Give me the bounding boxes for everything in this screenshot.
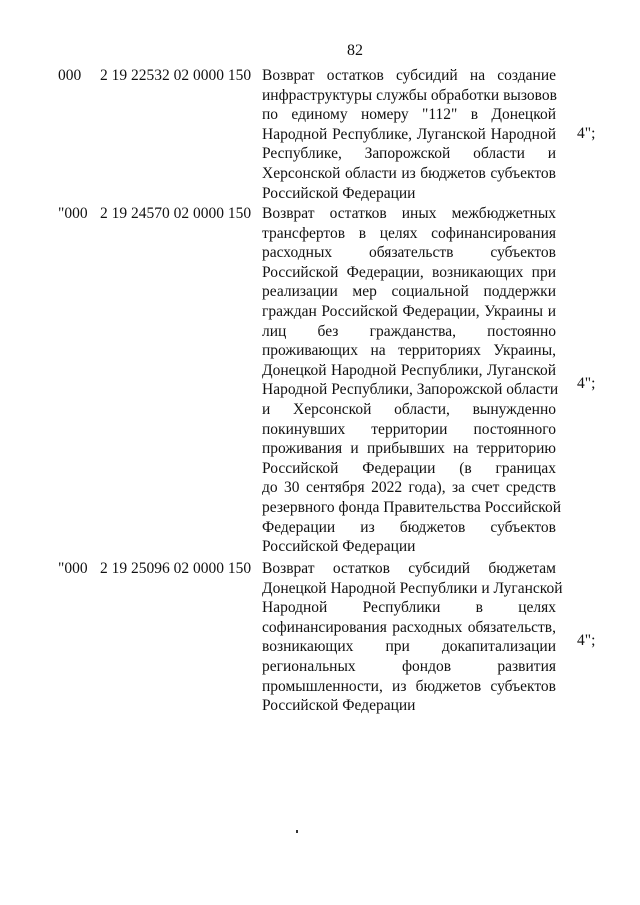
admin-code: "000 — [58, 205, 88, 222]
description-line: Российской Федерации (в границах — [262, 459, 556, 477]
admin-code: 000 — [58, 67, 82, 84]
description-line: промышленности, из бюджетов субъектов — [262, 677, 556, 695]
description-line: и Херсонской области, вынужденно — [262, 400, 556, 418]
description-line: по единому номеру "112" в Донецкой — [262, 106, 556, 124]
description-line: Российской Федерации, возникающих при — [262, 263, 556, 281]
description-line: инфраструктуры службы обработки вызовов — [262, 86, 557, 104]
description-line: граждан Российской Федерации, Украины и — [262, 302, 556, 320]
description-line: Российской Федерации — [262, 697, 416, 715]
description-line: Возврат остатков субсидий на создание — [262, 67, 556, 84]
description-line: расходных обязательств субъектов — [262, 244, 556, 262]
description-line: возникающих при докапитализации — [262, 638, 556, 656]
budget-classification-code: 2 19 24570 02 0000 150 — [100, 205, 252, 222]
description-line: проживания и прибывших на территорию — [262, 440, 556, 458]
description-line: резервного фонда Правительства Российской — [262, 498, 562, 516]
budget-classification-code: 2 19 25096 02 0000 150 — [100, 560, 252, 577]
table-row — [0, 559, 640, 719]
description-line: Российской Федерации — [262, 184, 416, 202]
description-line: софинансирования расходных обязательств, — [262, 618, 556, 636]
description-line: лиц без гражданства, постоянно — [262, 322, 556, 340]
row-description — [262, 204, 562, 557]
row-description — [262, 559, 563, 716]
description-line: покинувших территории постоянного — [262, 420, 556, 438]
column-value: 4"; — [577, 375, 596, 392]
description-line: Российской Федерации — [262, 538, 416, 556]
description-line: проживающих на территориях Украины, — [262, 342, 556, 360]
column-value: 4"; — [577, 125, 596, 142]
table-row — [0, 204, 640, 560]
description-line: Донецкой Народной Республики, Луганской — [262, 361, 556, 379]
description-line: Народной Республики в целях — [262, 599, 556, 617]
row-description — [262, 66, 556, 203]
admin-code: "000 — [58, 560, 88, 577]
budget-classification-code: 2 19 22532 02 0000 150 — [100, 67, 252, 84]
scan-speck — [296, 830, 298, 833]
description-line: Народной Республики, Запорожской области — [262, 381, 559, 399]
description-line: Возврат остатков иных межбюджетных — [262, 205, 556, 222]
page-number: 82 — [347, 42, 363, 59]
description-line: региональных фондов развития — [262, 657, 556, 675]
description-line: Возврат остатков субсидий бюджетам — [262, 560, 556, 577]
description-line: до 30 сентября 2022 года), за счет средств — [262, 479, 556, 497]
table-row — [0, 66, 640, 206]
description-line: реализации мер социальной поддержки — [262, 283, 556, 301]
description-line: Народной Республике, Луганской Народной — [262, 125, 556, 143]
description-line: Федерации из бюджетов субъектов — [262, 518, 556, 536]
description-line: трансфертов в целях софинансирования — [262, 224, 556, 242]
description-line: Донецкой Народной Республики и Луганской — [262, 579, 563, 597]
description-line: Республике, Запорожской области и — [262, 145, 556, 163]
column-value: 4"; — [577, 632, 596, 649]
description-line: Херсонской области из бюджетов субъектов — [262, 164, 556, 182]
